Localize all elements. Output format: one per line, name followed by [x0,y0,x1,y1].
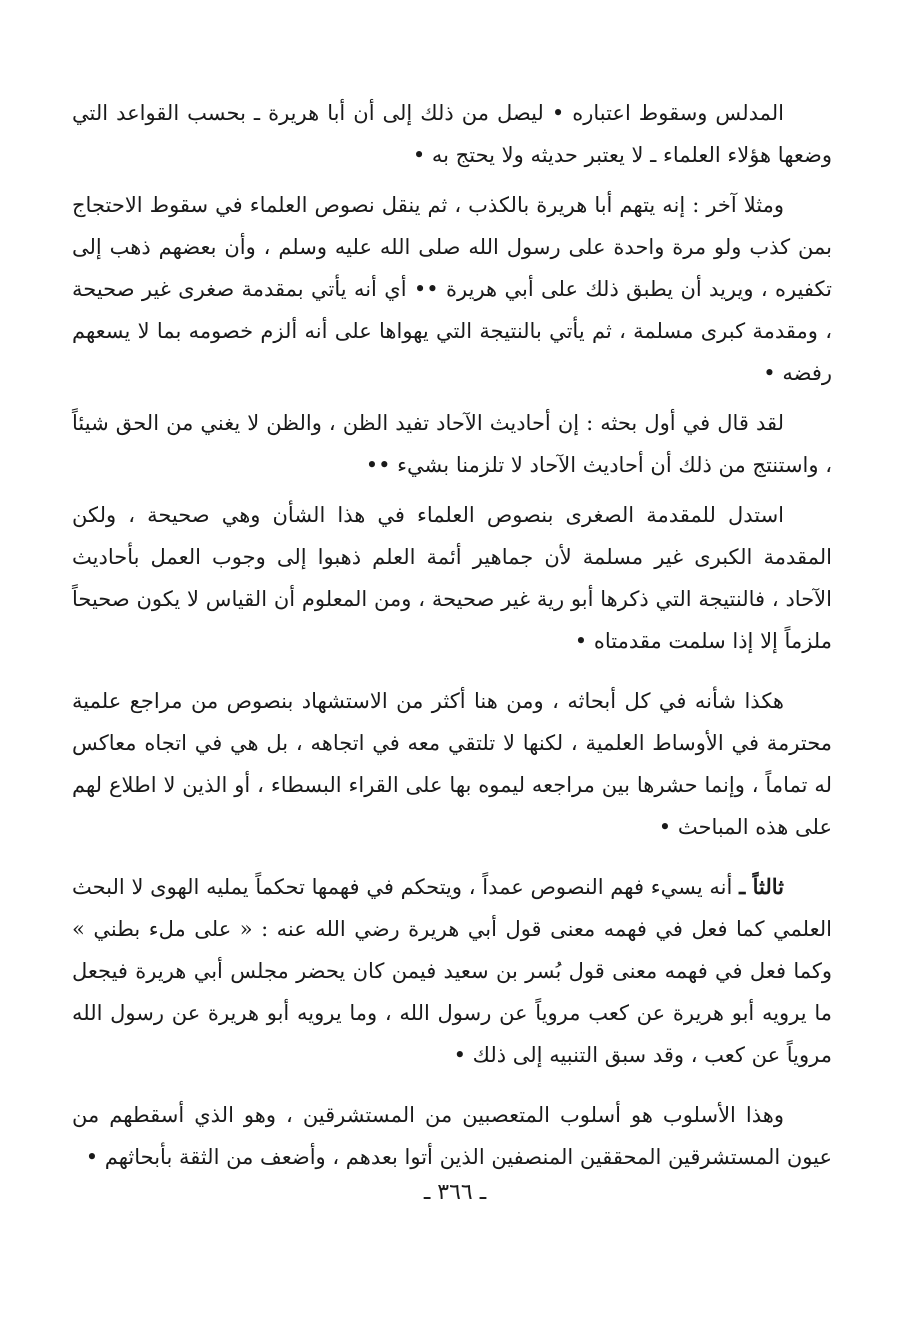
paragraph-1: المدلس وسقوط اعتباره • ليصل من ذلك إلى أن أبا هريرة ـ بحسب القواعد التي وضعها هؤلاء العلماء ـ لا يعتبر حديثه ولا يحتج به • [72,101,832,167]
paragraph-2: ومثلا آخر : إنه يتهم أبا هريرة بالكذب ، ثم ينقل نصوص العلماء في سقوط الاحتجاج بمن كذب ولو مرة واحدة على رسول الله صلى الله عليه وسلم ، وأن بعضهم ذهب إلى تكفيره ، ويريد أن يطبق ذلك على أبي هريرة •• أي أنه يأتي بمقدمة صغرى غير صحيحة ، ومقدمة كبرى مسلمة ، ثم يأتي بالنتيجة التي يهواها على أنه ألزم خصومه بما لا يسعهم رفضه • [72,193,832,385]
page-body [72,92,832,1178]
third-point-label: ثالثاً ـ [739,874,784,899]
paragraph-4: استدل للمقدمة الصغرى بنصوص العلماء في هذا الشأن وهي صحيحة ، ولكن المقدمة الكبرى غير مسلمة لأن جماهير أئمة العلم ذهبوا إلى وجوب العمل بأحاديث الآحاد ، فالنتيجة التي ذكرها أبو رية غير صحيحة ، ومن المعلوم أن القياس لا يكون صحيحاً ملزماً إلا إذا سلمت مقدمتاه • [72,503,832,653]
paragraph-5: هكذا شأنه في كل أبحاثه ، ومن هنا أكثر من الاستشهاد بنصوص من مراجع علمية محترمة في الأوساط العلمية ، لكنها لا تلتقي معه في اتجاهه ، بل هي في اتجاه معاكس له تماماً ، وإنما حشرها بين مراجعه ليموه بها على القراء البسطاء ، أو الذين لا اطلاع لهم على هذه المباحث • [72,689,832,839]
paragraph-closing: وهذا الأسلوب هو أسلوب المتعصبين من المستشرقين ، وهو الذي أسقطهم من عيون المستشرقين المحققين المنصفين الذين أتوا بعدهم ، وأضعف من الثقة بأبحاثهم • [72,1103,832,1169]
third-point-text: أنه يسيء فهم النصوص عمداً ، ويتحكم في فهمها تحكماً يمليه الهوى لا البحث العلمي كما فعل في فهمه معنى قول أبي هريرة رضي الله عنه : « على ملء بطني » وكما فعل في فهمه معنى قول بُسر بن سعيد فيمن كان يحضر مجلس أبي هريرة فيجعل ما يرويه أبو هريرة عن كعب مروياً عن رسول الله ، وما يرويه أبو هريرة عن رسول الله مروياً عن كعب ، وقد سبق التنبيه إلى ذلك • [72,875,832,1067]
paragraph-third-point [72,866,832,1076]
paragraph-3: لقد قال في أول بحثه : إن أحاديث الآحاد تفيد الظن ، والظن لا يغني من الحق شيئاً ، واستنتج من ذلك أن أحاديث الآحاد لا تلزمنا بشيء •• [72,411,832,477]
page-number: ـ ٣٦٦ ـ [423,1180,487,1205]
